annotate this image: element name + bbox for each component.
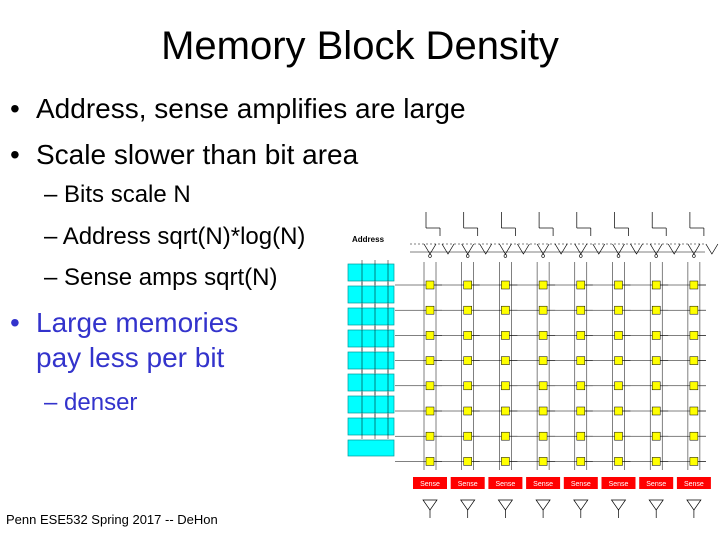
bitline-switch	[593, 244, 605, 254]
output-buffer	[574, 500, 588, 510]
switch-node	[542, 255, 545, 258]
output-buffer	[461, 500, 475, 510]
memory-cell	[615, 281, 623, 289]
output-buffer	[536, 500, 550, 510]
memory-cell	[615, 432, 623, 440]
decoder-block	[348, 330, 394, 347]
bullet-marker: •	[10, 307, 20, 338]
memory-cell	[690, 306, 698, 314]
memory-cell	[652, 432, 660, 440]
emph-sub-text: denser	[64, 389, 138, 416]
sub-bullet-text: Bits scale N	[64, 181, 191, 208]
decoder-block	[348, 396, 394, 413]
memory-cell	[426, 306, 434, 314]
output-buffer	[649, 500, 663, 510]
memory-cell	[501, 407, 509, 415]
sub-bullet-marker: –	[44, 389, 58, 416]
emph-bullet-line1: Large memories	[36, 307, 239, 338]
memory-cell	[615, 382, 623, 390]
memory-cell	[501, 306, 509, 314]
decoder-block	[348, 308, 394, 325]
footer: Penn ESE532 Spring 2017 -- DeHon	[6, 512, 218, 527]
memory-cell	[539, 357, 547, 365]
memory-cell	[501, 382, 509, 390]
memory-cell	[464, 407, 472, 415]
memory-cell	[690, 407, 698, 415]
bullet-text: Address, sense amplifies are large	[36, 93, 466, 124]
memory-cell	[539, 407, 547, 415]
switch-node	[617, 255, 620, 258]
switch-node	[466, 255, 469, 258]
memory-cell	[615, 306, 623, 314]
memory-cell	[652, 407, 660, 415]
sub-bullet-marker: –	[44, 264, 58, 291]
bitline-switch	[555, 244, 567, 254]
bullet-marker: •	[10, 139, 20, 170]
memory-cell	[615, 357, 623, 365]
memory-cell	[464, 281, 472, 289]
sub-bullet-text: Sense amps sqrt(N)	[64, 264, 278, 291]
decoder-block	[348, 374, 394, 391]
sense-label: Sense	[646, 481, 667, 488]
switch-node	[504, 255, 507, 258]
memory-cell	[577, 331, 585, 339]
sense-label: Sense	[457, 481, 478, 488]
bitline-switch	[480, 244, 492, 254]
bitline-switch	[517, 244, 529, 254]
bitline-switch	[706, 244, 718, 254]
memory-cell	[501, 357, 509, 365]
bitline-switch	[575, 244, 587, 254]
switch-node	[655, 255, 658, 258]
bitline-switch	[650, 244, 662, 254]
bitline-switch	[499, 244, 511, 254]
memory-cell	[464, 331, 472, 339]
memory-cell	[690, 382, 698, 390]
sense-label: Sense	[495, 481, 516, 488]
memory-cell	[539, 382, 547, 390]
memory-cell	[615, 331, 623, 339]
memory-cell	[539, 457, 547, 465]
bitline-switch	[442, 244, 454, 254]
output-buffer	[498, 500, 512, 510]
memory-cell	[426, 432, 434, 440]
output-buffer	[687, 500, 701, 510]
memory-cell	[501, 281, 509, 289]
memory-cell	[464, 306, 472, 314]
memory-cell	[615, 407, 623, 415]
decoder-block	[348, 286, 394, 303]
output-buffer	[612, 500, 626, 510]
switch-node	[429, 255, 432, 258]
emph-bullet-line2: pay less per bit	[36, 342, 225, 373]
sub-bullet-marker: –	[44, 181, 58, 208]
memory-cell	[426, 457, 434, 465]
sense-label: Sense	[570, 481, 591, 488]
bullet-text: Scale slower than bit area	[36, 139, 359, 170]
bitline-switch	[424, 244, 436, 254]
memory-cell	[652, 357, 660, 365]
bitline-switch	[462, 244, 474, 254]
sense-label: Sense	[608, 481, 629, 488]
memory-cell	[539, 432, 547, 440]
sense-label: Sense	[533, 481, 554, 488]
memory-cell	[652, 281, 660, 289]
memory-cell	[539, 331, 547, 339]
memory-cell	[464, 382, 472, 390]
bitline-switch	[631, 244, 643, 254]
memory-cell	[615, 457, 623, 465]
memory-cell	[577, 357, 585, 365]
memory-cell	[690, 331, 698, 339]
memory-cell	[577, 457, 585, 465]
bitline-switch	[613, 244, 625, 254]
memory-cell	[426, 357, 434, 365]
memory-cell	[577, 382, 585, 390]
memory-cell	[426, 407, 434, 415]
bitline-switch	[688, 244, 700, 254]
sub-bullet-marker: –	[44, 223, 58, 250]
memory-cell	[539, 281, 547, 289]
memory-cell	[690, 457, 698, 465]
memory-cell	[690, 357, 698, 365]
decoder-block	[348, 418, 394, 435]
decoder-block	[348, 440, 394, 456]
memory-cell	[426, 382, 434, 390]
memory-cell	[652, 331, 660, 339]
bullet-marker: •	[10, 93, 20, 124]
decoder-block	[348, 352, 394, 369]
memory-cell	[577, 407, 585, 415]
switch-node	[693, 255, 696, 258]
output-buffer	[423, 500, 437, 510]
bitline-switch	[668, 244, 680, 254]
bitline-switch	[537, 244, 549, 254]
memory-cell	[577, 306, 585, 314]
address-label: Address	[352, 235, 385, 244]
memory-cell	[464, 457, 472, 465]
memory-cell	[501, 331, 509, 339]
memory-cell	[464, 357, 472, 365]
sub-bullet-text: Address sqrt(N)*log(N)	[62, 223, 306, 250]
sense-label: Sense	[683, 481, 704, 488]
memory-cell	[464, 432, 472, 440]
memory-cell	[690, 281, 698, 289]
memory-cell	[539, 306, 547, 314]
memory-cell	[426, 331, 434, 339]
decoder-block	[348, 264, 394, 281]
switch-node	[579, 255, 582, 258]
memory-cell	[690, 432, 698, 440]
sense-label: Sense	[420, 481, 440, 488]
memory-cell	[652, 382, 660, 390]
slide-title: Memory Block Density	[161, 24, 559, 68]
memory-cell	[652, 306, 660, 314]
memory-cell	[577, 281, 585, 289]
memory-cell	[426, 281, 434, 289]
memory-cell	[501, 432, 509, 440]
memory-cell	[652, 457, 660, 465]
memory-cell	[577, 432, 585, 440]
memory-cell	[501, 457, 509, 465]
